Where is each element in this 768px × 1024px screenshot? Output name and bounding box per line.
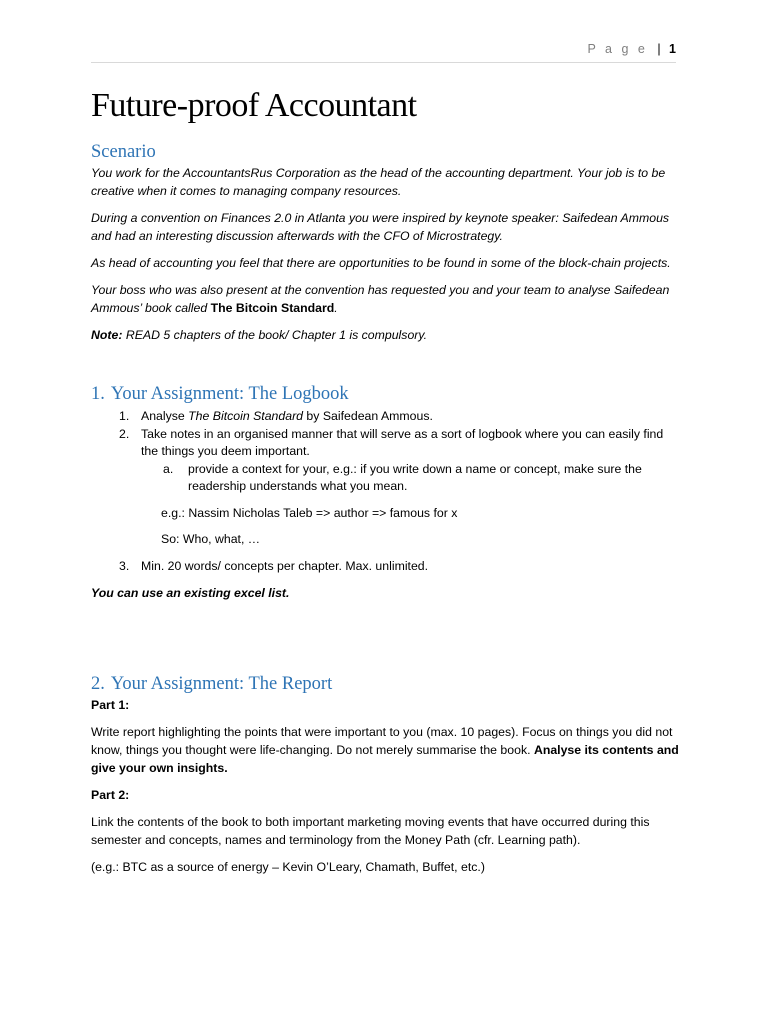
list-item-text: Min. 20 words/ concepts per chapter. Max. unlimited.	[141, 558, 429, 573]
scenario-p4-text: Your boss who was also present at the convention has requested you and your team to analyse Saifedean Ammous’ book called	[91, 283, 670, 315]
part2-paragraph: Link the contents of the book to both important marketing moving events that have occurred during this semester and concepts, names and terminology from the Money Path (cfr. Learning path).	[91, 815, 650, 847]
sub-list-item	[91, 461, 681, 496]
list-item	[91, 558, 681, 576]
list-item-book-title: The Bitcoin Standard	[188, 409, 304, 423]
scenario-heading: Scenario	[91, 142, 156, 162]
list-item-text: Analyse	[141, 409, 189, 423]
scenario-paragraph-2: During a convention on Finances 2.0 in Atlanta you were inspired by keynote speaker: Saifedean Ammous and had an interesting discussion afterwards with the CFO of Microstrategy.	[91, 211, 670, 243]
part1-label: Part 1:	[91, 698, 130, 712]
part2-label: Part 2:	[91, 788, 130, 802]
part1-paragraph	[91, 723, 681, 777]
list-item-text: Take notes in an organised manner that will serve as a sort of logbook where you can easily find the things you deem important.	[141, 426, 664, 458]
header-rule	[91, 62, 676, 63]
logbook-heading	[91, 382, 681, 406]
example-line: So: Who, what, …	[161, 532, 261, 546]
scenario-paragraph-4	[91, 281, 681, 317]
scenario-paragraph-3: As head of accounting you feel that there are opportunities to be found in some of the block-chain projects.	[91, 256, 671, 270]
page-number: 1	[669, 42, 676, 56]
page-label: P a g e	[587, 42, 648, 56]
examples-line: (e.g.: BTC as a source of energy – Kevin O’Leary, Chamath, Buffet, etc.)	[91, 860, 485, 874]
list-item	[91, 408, 681, 426]
note-label: Note:	[91, 328, 123, 342]
note-paragraph	[91, 326, 681, 344]
report-heading-text: Your Assignment: The Report	[110, 674, 333, 694]
page-separator: |	[657, 42, 661, 56]
document-title: Future-proof Accountant	[91, 87, 417, 124]
logbook-heading-number: 1.	[91, 384, 105, 404]
part1-emphasis: Analyse its contents and give your own insights.	[91, 743, 679, 775]
list-item	[91, 426, 681, 461]
note-text: READ 5 chapters of the book/ Chapter 1 is compulsory.	[122, 328, 428, 342]
sub-list-marker: a.	[163, 461, 174, 476]
list-item-text-end: by Saifedean Ammous.	[303, 409, 433, 423]
excel-note: You can use an existing excel list.	[91, 586, 290, 600]
page-header	[587, 42, 676, 56]
sub-list-item-text: provide a context for your, e.g.: if you write down a name or concept, make sure the readership understands what you mean.	[188, 461, 642, 493]
list-marker: 3.	[119, 558, 130, 573]
document-body	[91, 84, 681, 876]
scenario-p4-end: .	[334, 301, 338, 315]
list-marker: 2.	[119, 426, 130, 441]
part1-text: Write report highlighting the points that were important to you (max. 10 pages). Focus on things you did not know, things you thought were life-changing. Do not merely summarise the book.	[91, 725, 673, 757]
logbook-heading-text: Your Assignment: The Logbook	[110, 384, 349, 404]
book-title: The Bitcoin Standard	[210, 301, 335, 315]
list-marker: 1.	[119, 409, 130, 423]
report-heading	[91, 672, 681, 696]
scenario-paragraph-1: You work for the AccountantsRus Corporation as the head of the accounting department. Your job is to be creative when it comes to managing company resources.	[91, 166, 666, 198]
example-line: e.g.: Nassim Nicholas Taleb => author => famous for x	[161, 505, 458, 520]
logbook-list	[91, 408, 681, 575]
report-heading-number: 2.	[91, 674, 105, 694]
